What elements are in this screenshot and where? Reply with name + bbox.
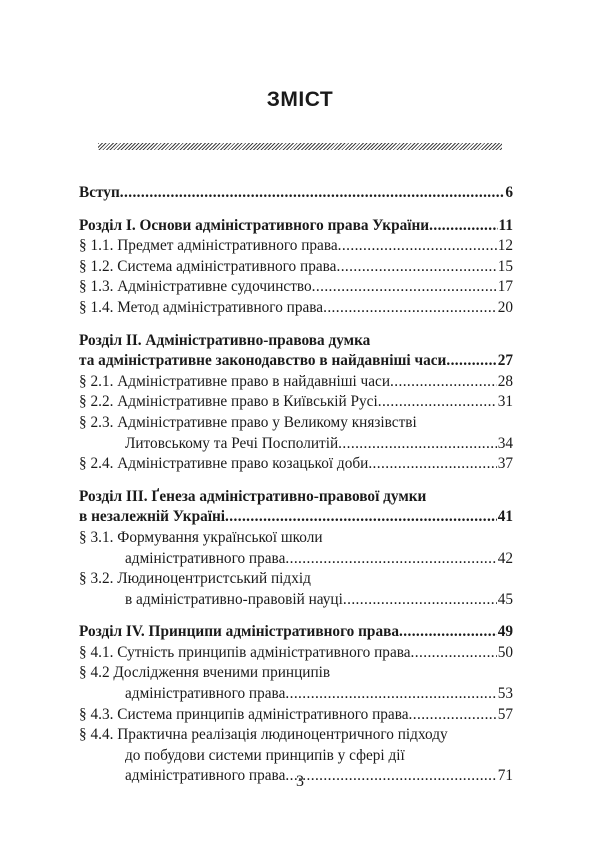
toc-page-number: 27 — [497, 352, 513, 370]
toc-entry-title: § 2.4. Адміністративне право козацької доби — [79, 455, 369, 473]
toc-entry-title: Розділ І. Основи адміністративного права України — [79, 216, 430, 234]
dot-leader — [378, 392, 497, 413]
toc-entry[interactable] — [79, 622, 513, 643]
toc-entry-title: адміністративного права — [125, 549, 286, 567]
dot-leader — [120, 183, 505, 204]
toc-page-number: 57 — [497, 705, 513, 723]
toc-page-number: 12 — [497, 237, 513, 255]
toc-page-number: 37 — [497, 455, 513, 473]
toc-entry-title: Вступ — [79, 184, 120, 201]
toc-entry[interactable] — [79, 298, 513, 319]
dot-leader — [338, 434, 497, 455]
toc-entry-title: § 4.1. Сутність принципів адміністративного права — [79, 643, 411, 661]
section-gap — [79, 610, 513, 622]
dot-leader — [368, 454, 496, 475]
dot-leader — [343, 590, 497, 611]
toc-entry-continuation — [79, 413, 513, 434]
toc-page-number: 71 — [497, 767, 513, 785]
toc-entry-continuation — [79, 569, 513, 590]
toc-entry-continuation — [79, 725, 513, 746]
toc-entry-title: в адміністративно-правовій науці — [125, 590, 343, 608]
toc-entry-continuation — [79, 528, 513, 549]
toc-entry[interactable] — [79, 392, 513, 413]
toc-entry[interactable] — [79, 372, 513, 393]
toc-page-number: 17 — [497, 278, 513, 296]
toc-page-number: 45 — [497, 590, 513, 608]
toc-page-number: 34 — [497, 434, 513, 452]
dot-leader — [446, 351, 496, 372]
toc-page-number: 50 — [497, 643, 513, 661]
toc-entry-continuation — [79, 746, 513, 767]
toc-page-number: 11 — [498, 216, 513, 234]
dot-leader — [323, 298, 497, 319]
section-gap — [79, 319, 513, 331]
toc-entry-title: адміністративного права — [125, 685, 286, 703]
decorative-divider — [98, 143, 502, 150]
toc-entry[interactable] — [79, 257, 513, 278]
toc-entry[interactable] — [79, 507, 513, 528]
toc-entry-continuation — [79, 663, 513, 684]
toc-entry-title: Розділ ІІІ. Ґенеза адміністративно-правової думки — [79, 487, 427, 505]
toc-entry-title: § 1.4. Метод адміністративного права — [79, 298, 324, 316]
toc-entry-title: § 1.3. Адміністративне судочинство — [79, 278, 312, 296]
toc-entry[interactable] — [79, 351, 513, 372]
toc-entry[interactable] — [79, 549, 513, 570]
toc-page-number: 53 — [497, 685, 513, 703]
toc-entry-title: до побудови системи принципів у сфері дії — [125, 746, 405, 764]
toc-entry-title: § 2.1. Адміністративне право в найдавніші часи — [79, 372, 391, 390]
toc-entry[interactable] — [79, 434, 513, 455]
toc-entry-title: § 3.1. Формування української школи — [79, 528, 323, 546]
toc-entry-title: та адміністративне законодавство в найдавніші часи — [79, 352, 447, 370]
toc-entry-title: Литовському та Речі Посполитій — [125, 434, 339, 452]
toc-entry[interactable] — [79, 183, 513, 204]
toc-entry-title: Розділ ІІ. Адміністративно-правова думка — [79, 331, 371, 349]
toc-entry-title: Розділ IV. Принципи адміністративного права — [79, 623, 400, 641]
dot-leader — [336, 257, 496, 278]
toc-entry-title: § 4.4. Практична реалізація людиноцентричного підходу — [79, 726, 448, 744]
toc-entry[interactable] — [79, 705, 513, 726]
toc-page-number: 6 — [505, 184, 513, 201]
dot-leader — [409, 705, 497, 726]
dot-leader — [285, 549, 496, 570]
section-gap — [79, 475, 513, 487]
toc-entry-title: в незалежній Україні — [79, 508, 226, 526]
toc-page-number: 42 — [497, 549, 513, 567]
toc-page-number: 15 — [497, 257, 513, 275]
section-gap — [79, 204, 513, 216]
toc-page-number: 20 — [497, 298, 513, 316]
toc-page-number: 41 — [497, 508, 513, 526]
toc-entry-title: § 4.2 Дослідження вченими принципів — [79, 664, 331, 682]
toc-entry-continuation — [79, 487, 513, 508]
toc-entry-title: § 2.2. Адміністративне право в Київській Русі — [79, 393, 378, 411]
toc-entry-title: § 3.2. Людиноцентристський підхід — [79, 570, 311, 588]
toc-page-number: 31 — [497, 393, 513, 411]
toc-page-number: 49 — [497, 623, 513, 641]
toc-entry-title: § 4.3. Система принципів адміністративного права — [79, 705, 409, 723]
dot-leader — [338, 236, 497, 257]
dot-leader — [285, 684, 496, 705]
toc-page-number: 28 — [497, 372, 513, 390]
toc-entry[interactable] — [79, 684, 513, 705]
toc-entry-title: адміністративного права — [125, 767, 286, 785]
toc-entry-title: § 2.3. Адміністративне право у Великому князівстві — [79, 413, 417, 431]
toc-entry-title: § 1.2. Система адміністративного права — [79, 257, 337, 275]
dot-leader — [225, 507, 497, 528]
toc-entry-continuation — [79, 331, 513, 352]
page-number: 3 — [296, 773, 304, 790]
toc-entry[interactable] — [79, 277, 513, 298]
toc-entry[interactable] — [79, 216, 513, 237]
toc-entry[interactable] — [79, 643, 513, 664]
dot-leader — [312, 277, 497, 298]
dot-leader — [390, 372, 497, 393]
dot-leader — [411, 643, 497, 664]
dot-leader — [429, 216, 497, 237]
page-title: ЗМІСТ — [266, 88, 334, 111]
toc-entry[interactable] — [79, 454, 513, 475]
toc-entry[interactable] — [79, 590, 513, 611]
toc-entry-title: § 1.1. Предмет адміністративного права — [79, 237, 338, 255]
dot-leader — [399, 622, 497, 643]
toc-entry[interactable] — [79, 236, 513, 257]
table-of-contents — [79, 183, 513, 787]
